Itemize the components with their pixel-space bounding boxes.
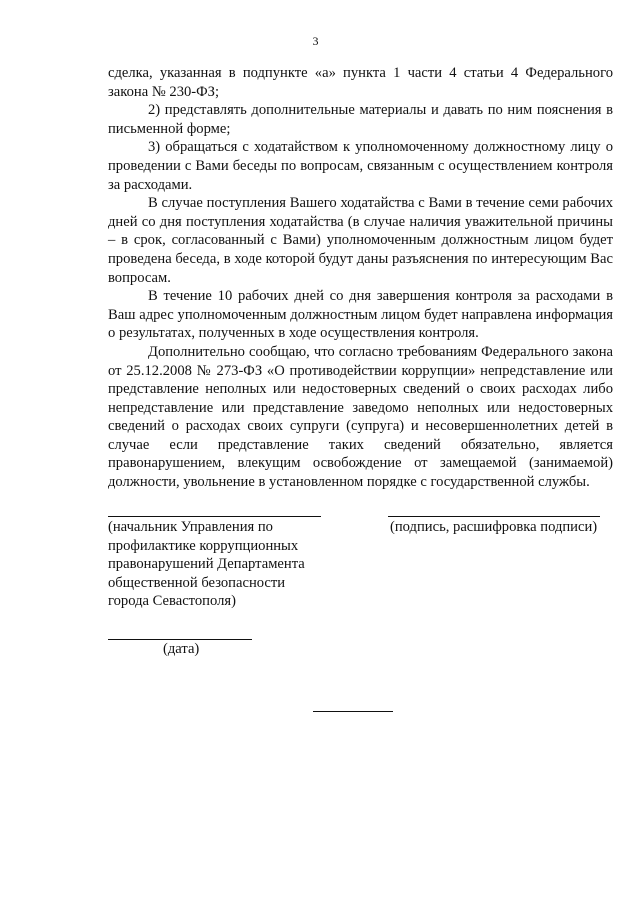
- signature-line: [388, 516, 600, 517]
- paragraph-results: В течение 10 рабочих дней со дня завершения контроля за расходами в Ваш адрес уполномоченным должностным лицом будет направлена информация о результатах, полученных в ходе осуществления контроля.: [108, 288, 613, 342]
- paragraph-legal-notice: Дополнительно сообщаю, что согласно требованиям Федерального закона от 25.12.2008 № 273-ФЗ «О противодействии коррупции» непредставление или представление неполных или недостоверных сведений о своих расходах либо непредставление или представление заведомо неполных или недостоверных сведений о расходах своих супруги (супруга) и несовершеннолетних детей в случае если представление таких сведений обязательно, является правонарушением, влекущим освобождение от замещаемой (занимаемой) должности, увольнение в установленном порядке с государственной службы.: [108, 343, 613, 491]
- paragraph-continuation: сделка, указанная в подпункте «а» пункта 1 части 4 статьи 4 Федерального закона № 230-ФЗ;: [108, 65, 613, 100]
- official-caption-line: города Севастополя): [108, 593, 236, 610]
- official-caption-line: общественной безопасности: [108, 574, 286, 591]
- page-number: 3: [312, 34, 319, 48]
- official-signature-line: [108, 516, 321, 517]
- letter-body: [108, 64, 613, 492]
- official-caption-line: (начальник Управления по: [108, 519, 273, 535]
- date-caption: (дата): [163, 641, 200, 657]
- paragraph-item-2: 2) представлять дополнительные материалы и давать по ним пояснения в письменной форме;: [108, 102, 613, 137]
- paragraph-petition: В случае поступления Вашего ходатайства с Вами в течение семи рабочих дней со дня поступления ходатайства (в случае наличия уважительной причины – в срок, согласованный с Вами) уполномоченным должностным лицом будет проведена беседа, в ходе которой будут даны разъяснения по интересующим Вас вопросам.: [108, 195, 613, 286]
- official-caption-line: правонарушений Департамента: [108, 556, 305, 573]
- signature-caption: (подпись, расшифровка подписи): [390, 519, 598, 535]
- paragraph-item-3: 3) обращаться с ходатайством к уполномоченному должностному лицу о проведении с Вами беседы по вопросам, связанным с осуществлением контроля за расходами.: [108, 139, 613, 193]
- end-of-document-line: [313, 711, 393, 712]
- official-caption: [108, 518, 348, 611]
- official-caption-line: профилактике коррупционных: [108, 537, 299, 554]
